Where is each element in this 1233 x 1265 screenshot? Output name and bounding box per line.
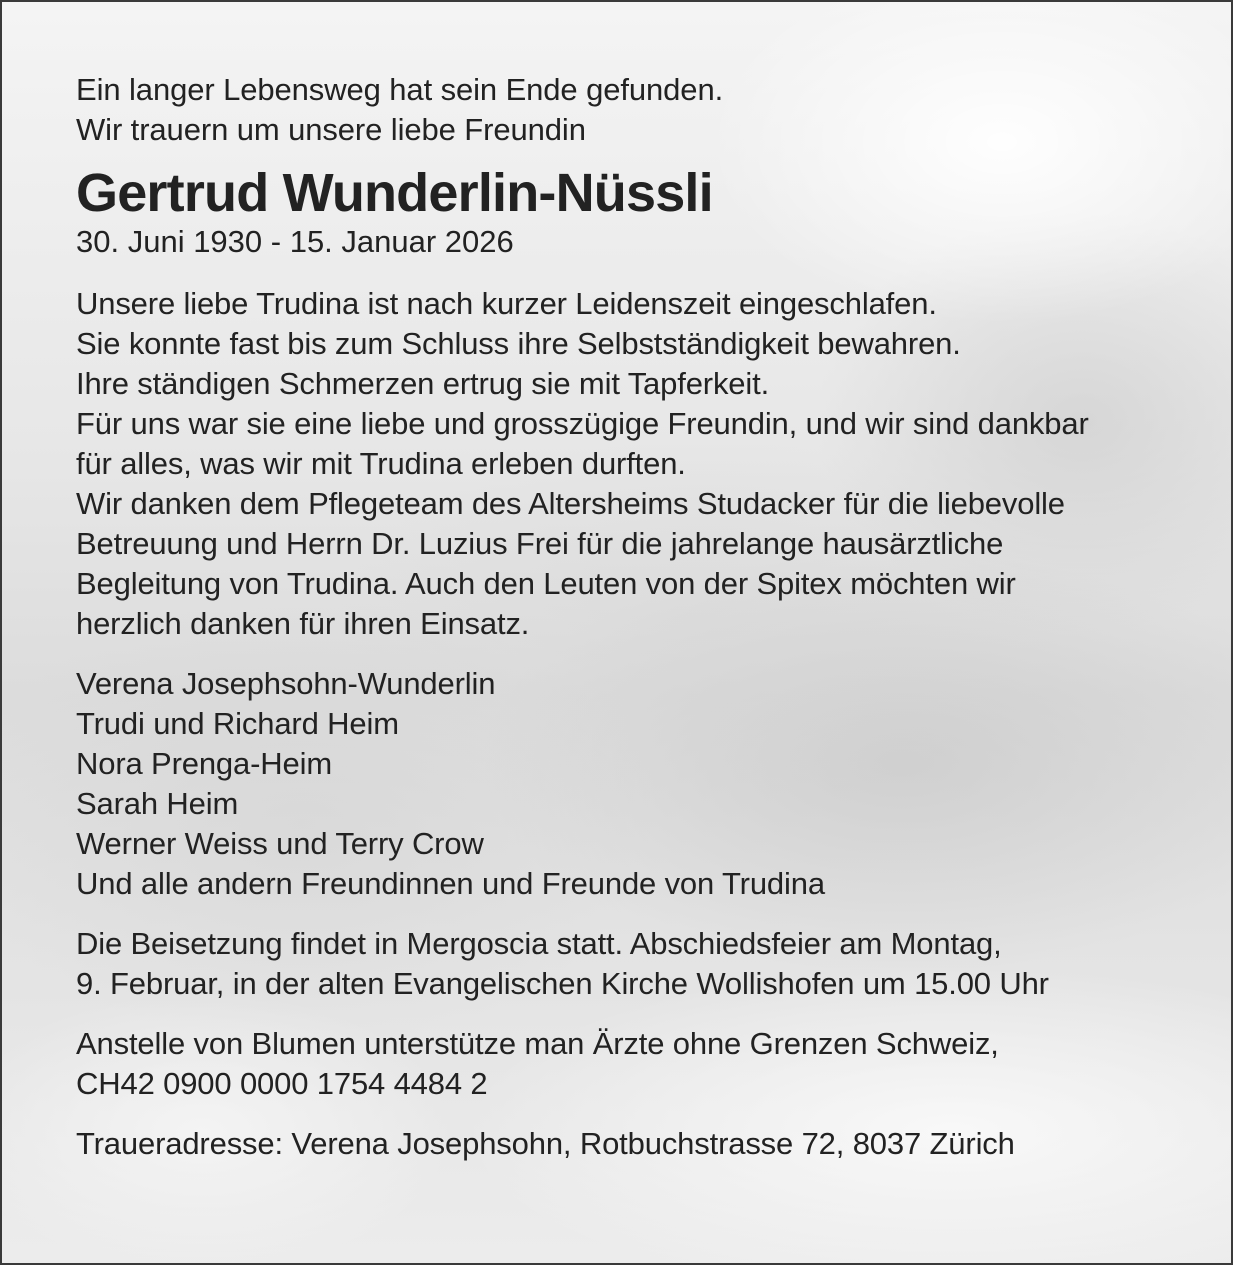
body-line: Unsere liebe Trudina ist nach kurzer Leidenszeit eingeschlafen.: [76, 286, 937, 321]
funeral-line: Die Beisetzung findet in Mergoscia statt. Abschiedsfeier am Montag,: [76, 926, 1002, 961]
mourner-name: Nora Prenga-Heim: [76, 746, 333, 781]
donation-line: Anstelle von Blumen unterstütze man Ärzte ohne Grenzen Schweiz,: [76, 1026, 999, 1061]
notice-content: [76, 70, 1196, 1164]
body-line: Ihre ständigen Schmerzen ertrug sie mit Tapferkeit.: [76, 366, 770, 401]
funeral-info: [76, 924, 1196, 1004]
body-line: Begleitung von Trudina. Auch den Leuten von der Spitex möchten wir: [76, 566, 1016, 601]
mourner-name: Verena Josephsohn-Wunderlin: [76, 666, 496, 701]
life-dates: 30. Juni 1930 - 15. Januar 2026: [76, 224, 514, 259]
intro-line: Ein langer Lebensweg hat sein Ende gefunden.: [76, 72, 724, 107]
donation-info: [76, 1024, 1196, 1104]
body-line: Für uns war sie eine liebe und grosszügige Freundin, und wir sind dankbar: [76, 406, 1089, 441]
funeral-line: 9. Februar, in der alten Evangelischen Kirche Wollishofen um 15.00 Uhr: [76, 966, 1049, 1001]
body-line: herzlich danken für ihren Einsatz.: [76, 606, 530, 641]
mourner-name: Werner Weiss und Terry Crow: [76, 826, 484, 861]
mourner-name: Sarah Heim: [76, 786, 239, 821]
mourning-address: Traueradresse: Verena Josephsohn, Rotbuchstrasse 72, 8037 Zürich: [76, 1126, 1015, 1161]
body-line: Betreuung und Herrn Dr. Luzius Frei für die jahrelange hausärztliche: [76, 526, 1004, 561]
mourners-list: [76, 664, 1196, 904]
body-text: [76, 284, 1196, 644]
body-line: Sie konnte fast bis zum Schluss ihre Selbstständigkeit bewahren.: [76, 326, 961, 361]
intro-line: Wir trauern um unsere liebe Freundin: [76, 112, 586, 147]
donation-iban: CH42 0900 0000 1754 4484 2: [76, 1066, 488, 1101]
intro-block: [76, 70, 1196, 150]
body-line: Wir danken dem Pflegeteam des Altersheims Studacker für die liebevolle: [76, 486, 1065, 521]
body-line: für alles, was wir mit Trudina erleben durften.: [76, 446, 686, 481]
mourner-name: Und alle andern Freundinnen und Freunde von Trudina: [76, 866, 825, 901]
mourner-name: Trudi und Richard Heim: [76, 706, 399, 741]
deceased-name: Gertrud Wunderlin-Nüssli: [76, 163, 713, 223]
